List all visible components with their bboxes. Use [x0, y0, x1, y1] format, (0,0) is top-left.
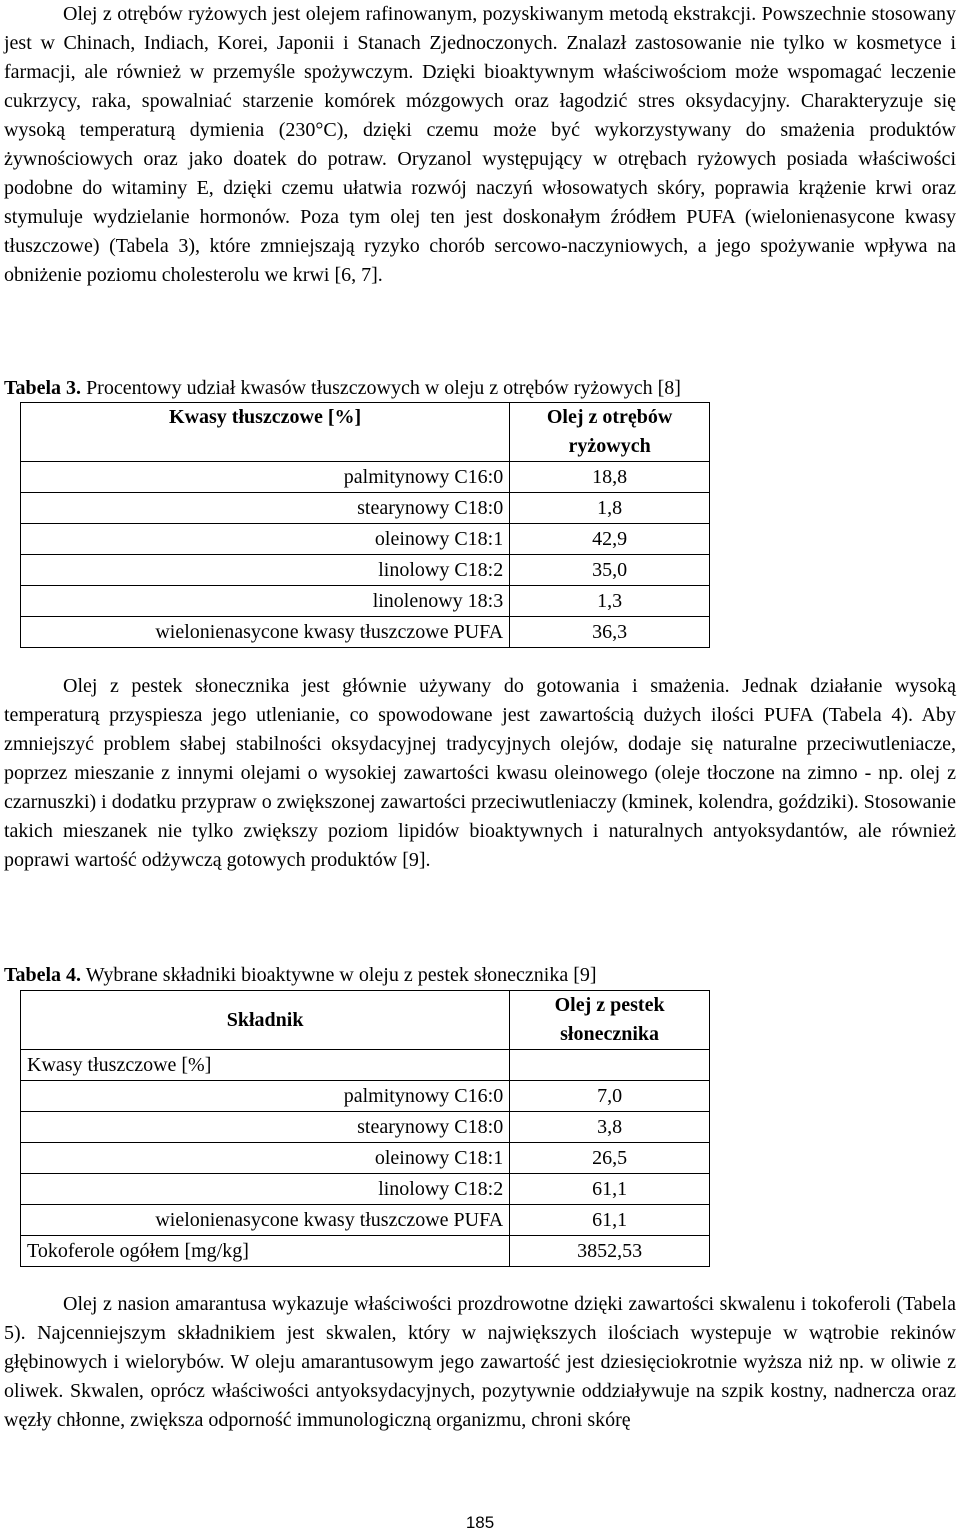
- table-cell-value: 35,0: [510, 555, 710, 586]
- table-row: [21, 555, 710, 586]
- table-cell-value: 3852,53: [510, 1236, 710, 1267]
- table-header-cell: Kwasy tłuszczowe [%]: [21, 403, 510, 462]
- table-cell-value: 26,5: [510, 1143, 710, 1174]
- paragraph-sunflower-oil: Olej z pestek słonecznika jest głównie używany do gotowania i smażenia. Jednak działanie wysoką temperaturą przyspiesza jego utlenianie, co spowodowane jest zawartością dużych ilości PUFA (Tabela 4). Aby zmniejszyć problem słabej stabilności oksydacyjnej tradycyjnych olejów, dodaje się naturalne przeciwutleniacze, poprzez mieszanie z innymi olejami o wysokiej zawartości kwasu oleinowego (oleje tłoczone na zimno - np. olej z czarnuszki) i dodatku przypraw o zwiększonej zawartości przeciwutleniaczy (kminek, kolendra, goździki). Stosowanie takich mieszanek nie tylko zwiększy poziom lipidów bioaktywnych i naturalnych antyoksydantów, ale również poprawi wartość odżywczą gotowych produktów [9].: [4, 675, 956, 871]
- table-cell-name: linolenowy 18:3: [21, 586, 510, 617]
- table-cell-value: 1,8: [510, 493, 710, 524]
- table-row: [21, 1205, 710, 1236]
- table-row: [21, 586, 710, 617]
- table-cell-name: palmitynowy C16:0: [21, 1081, 510, 1112]
- paragraph-amaranth-oil: Olej z nasion amarantusa wykazuje właściwości prozdrowotne dzięki zawartości skwalenu i tokoferoli (Tabela 5). Najcenniejszym składnikiem jest skwalen, który w największych ilościach wystepuje w wątrobie rekinów głębinowych i wielorybów. W oleju amarantusowym jego zawartość jest dziesięciokrotnie wyższa niż np. w oliwie z oliwek. Skwalen, oprócz właściwości antyoksydacyjnych, pozytywnie oddziaływuje na szpik kostny, nadnercza oraz węzły chłonne, zwiększa odporność immunologiczną organizmu, chroni skórę: [4, 1293, 956, 1431]
- table-cell-name: oleinowy C18:1: [21, 524, 510, 555]
- table-cell-value: 36,3: [510, 617, 710, 648]
- table-cell-name: linolowy C18:2: [21, 555, 510, 586]
- table-row: [21, 493, 710, 524]
- table-group-row: [21, 1050, 710, 1081]
- table-cell-name: wielonienasycone kwasy tłuszczowe PUFA: [21, 617, 510, 648]
- table-header-cell: Składnik: [21, 991, 510, 1050]
- table-cell-empty: [510, 1050, 710, 1081]
- table-4: [20, 990, 710, 1267]
- table-cell-name: oleinowy C18:1: [21, 1143, 510, 1174]
- table-cell-name: stearynowy C18:0: [21, 1112, 510, 1143]
- table-header-cell: Olej z otrębów ryżowych: [510, 403, 710, 462]
- table-row: [21, 1081, 710, 1112]
- table-cell-name: palmitynowy C16:0: [21, 462, 510, 493]
- table-cell-value: 61,1: [510, 1205, 710, 1236]
- table-cell-value: 3,8: [510, 1112, 710, 1143]
- table-cell-value: 42,9: [510, 524, 710, 555]
- table-3-label: Tabela 3.: [4, 377, 82, 399]
- table-cell-name: Tokoferole ogółem [mg/kg]: [21, 1236, 510, 1267]
- table-4-caption: [4, 961, 597, 989]
- table-row: [21, 1236, 710, 1267]
- table-header-row: [21, 403, 710, 462]
- table-row: [21, 1174, 710, 1205]
- table-3-caption: [4, 374, 681, 402]
- table-cell-value: 18,8: [510, 462, 710, 493]
- table-cell-value: 7,0: [510, 1081, 710, 1112]
- page-number: 185: [465, 1513, 495, 1532]
- table-3-caption-text: Procentowy udział kwasów tłuszczowych w oleju z otrębów ryżowych [8]: [81, 377, 681, 399]
- table-row: [21, 1112, 710, 1143]
- table-row: [21, 617, 710, 648]
- table-row: [21, 524, 710, 555]
- table-header-cell: Olej z pestek słonecznika: [510, 991, 710, 1050]
- table-cell-value: 1,3: [510, 586, 710, 617]
- table-cell-name: linolowy C18:2: [21, 1174, 510, 1205]
- table-group-label: Kwasy tłuszczowe [%]: [21, 1050, 510, 1081]
- table-3: [20, 402, 710, 648]
- paragraph-rice-bran-oil: Olej z otrębów ryżowych jest olejem rafinowanym, pozyskiwanym metodą ekstrakcji. Powszechnie stosowany jest w Chinach, Indiach, Korei, Japonii i Stanach Zjednoczonych. Znalazł zastosowanie nie tylko w kosmetyce i farmacji, ale również w przemyśle spożywczym. Dzięki bioaktywnym właściwościom może wspomagać leczenie cukrzycy, raka, spowalniać starzenie komórek mózgowych oraz łagodzić stres oksydacyjny. Charakteryzuje się wysoką temperaturą dymienia (230°C), dzięki czemu może być wykorzystywany do smażenia produktów żywnościowych oraz jako doatek do potraw. Oryzanol występujący w otrębach ryżowych posiada właściwości podobne do witaminy E, dzięki czemu ułatwia rozwój naczyń włosowatych skóry, poprawia krążenie krwi oraz stymuluje wydzielanie hormonów. Poza tym olej ten jest doskonałym źródłem PUFA (wielonienasycone kwasy tłuszczowe) (Tabela 3), które zmniejszają ryzyko chorób sercowo-naczyniowych, a jego spożywanie wpływa na obniżenie poziomu cholesterolu we krwi [6, 7].: [4, 3, 956, 286]
- table-4-label: Tabela 4.: [4, 964, 82, 986]
- table-4-caption-text: Wybrane składniki bioaktywne w oleju z pestek słonecznika [9]: [81, 964, 597, 986]
- table-row: [21, 462, 710, 493]
- table-header-row: [21, 991, 710, 1050]
- table-cell-name: stearynowy C18:0: [21, 493, 510, 524]
- table-cell-name: wielonienasycone kwasy tłuszczowe PUFA: [21, 1205, 510, 1236]
- table-row: [21, 1143, 710, 1174]
- table-cell-value: 61,1: [510, 1174, 710, 1205]
